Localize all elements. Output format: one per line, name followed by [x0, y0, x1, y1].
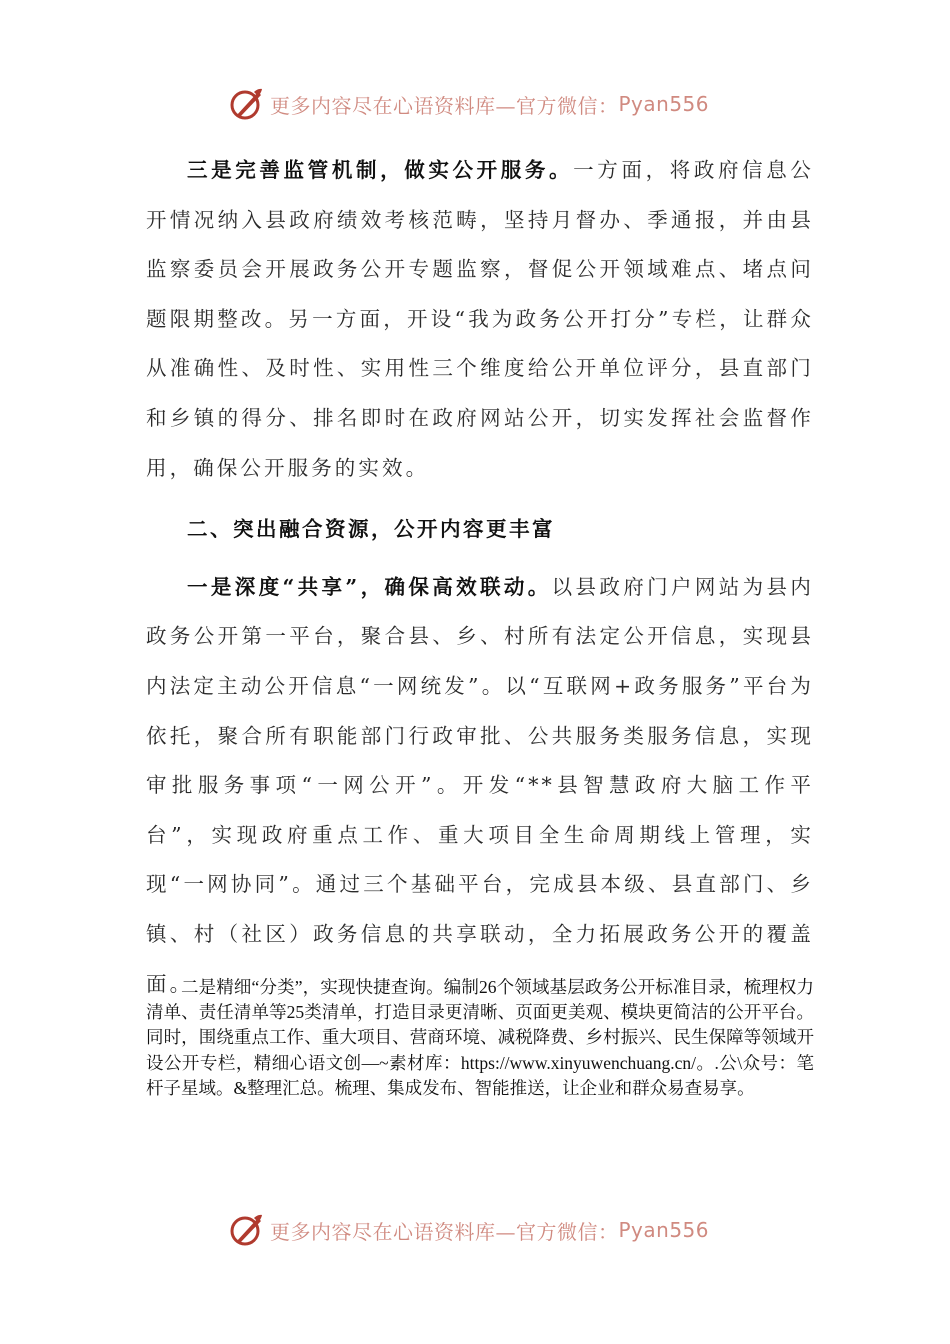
paragraph-lead: 一是深度“共享”，确保高效联动。: [187, 574, 552, 599]
quill-logo-icon: [228, 1212, 264, 1248]
header-banner: [228, 84, 748, 124]
section-heading: 二、突出融合资源，公开内容更丰富: [187, 517, 555, 542]
paragraph-classification: 二是精细“分类”，实现快捷查询。编制26个领域基层政务公开标准目录，梳理权力清单、责任清单等25类清单，打造目录更清晰、页面更美观、模块更简洁的公开平台。同时，围绕重点工作、重大项目、营商环境、减税降费、乡村振兴、民生保障等领域开设公开专栏，精细心语文创—~素材库：https://www.xinyuwenchuang.cn/。.公\众号：笔杆子星域。&整理汇总。梳理、集成发布、智能推送，让企业和群众易查易享。: [146, 977, 814, 1098]
quill-logo-icon: [228, 86, 264, 122]
header-banner-wechat: Pyan556: [618, 92, 710, 116]
footer-banner: [228, 1210, 748, 1250]
document-body: [146, 146, 814, 1009]
paragraph-text: 以县政府门户网站为县内政务公开第一平台，聚合县、乡、村所有法定公开信息，实现县内法定主动公开信息“一网统发”。以“互联网+政务服务”平台为依托，聚合所有职能部门行政审批、公共服务类服务信息，实现审批服务事项“一网公开”。开发“**县智慧政府大脑工作平台”，实现政府重点工作、重大项目全生命周期线上管理，实现“一网协同”。通过三个基础平台，完成县本级、县直部门、乡镇、村（社区）政务信息的共享联动，全力拓展政务公开的覆盖面。: [146, 574, 814, 996]
footer-banner-wechat: Pyan556: [618, 1218, 710, 1242]
paragraph-lead: 三是完善监管机制，做实公开服务。: [187, 158, 574, 182]
header-banner-text: 更多内容尽在心语资料库—官方微信：: [270, 93, 619, 118]
paragraph-text: 一方面，将政府信息公开情况纳入县政府绩效考核范畴，坚持月督办、季通报，并由县监察委员会开展政务公开专题监察，督促公开领域难点、堵点问题限期整改。另一方面，开设“我为政务公开打分”专栏，让群众从准确性、及时性、实用性三个维度给公开单位评分，县直部门和乡镇的得分、排名即时在政府网站公开，切实发挥社会监督作用，确保公开服务的实效。: [146, 158, 814, 480]
footer-banner-text: 更多内容尽在心语资料库—官方微信：: [270, 1219, 619, 1244]
paragraph-sharing: [146, 563, 814, 1009]
paragraph-supervision: [146, 146, 814, 493]
